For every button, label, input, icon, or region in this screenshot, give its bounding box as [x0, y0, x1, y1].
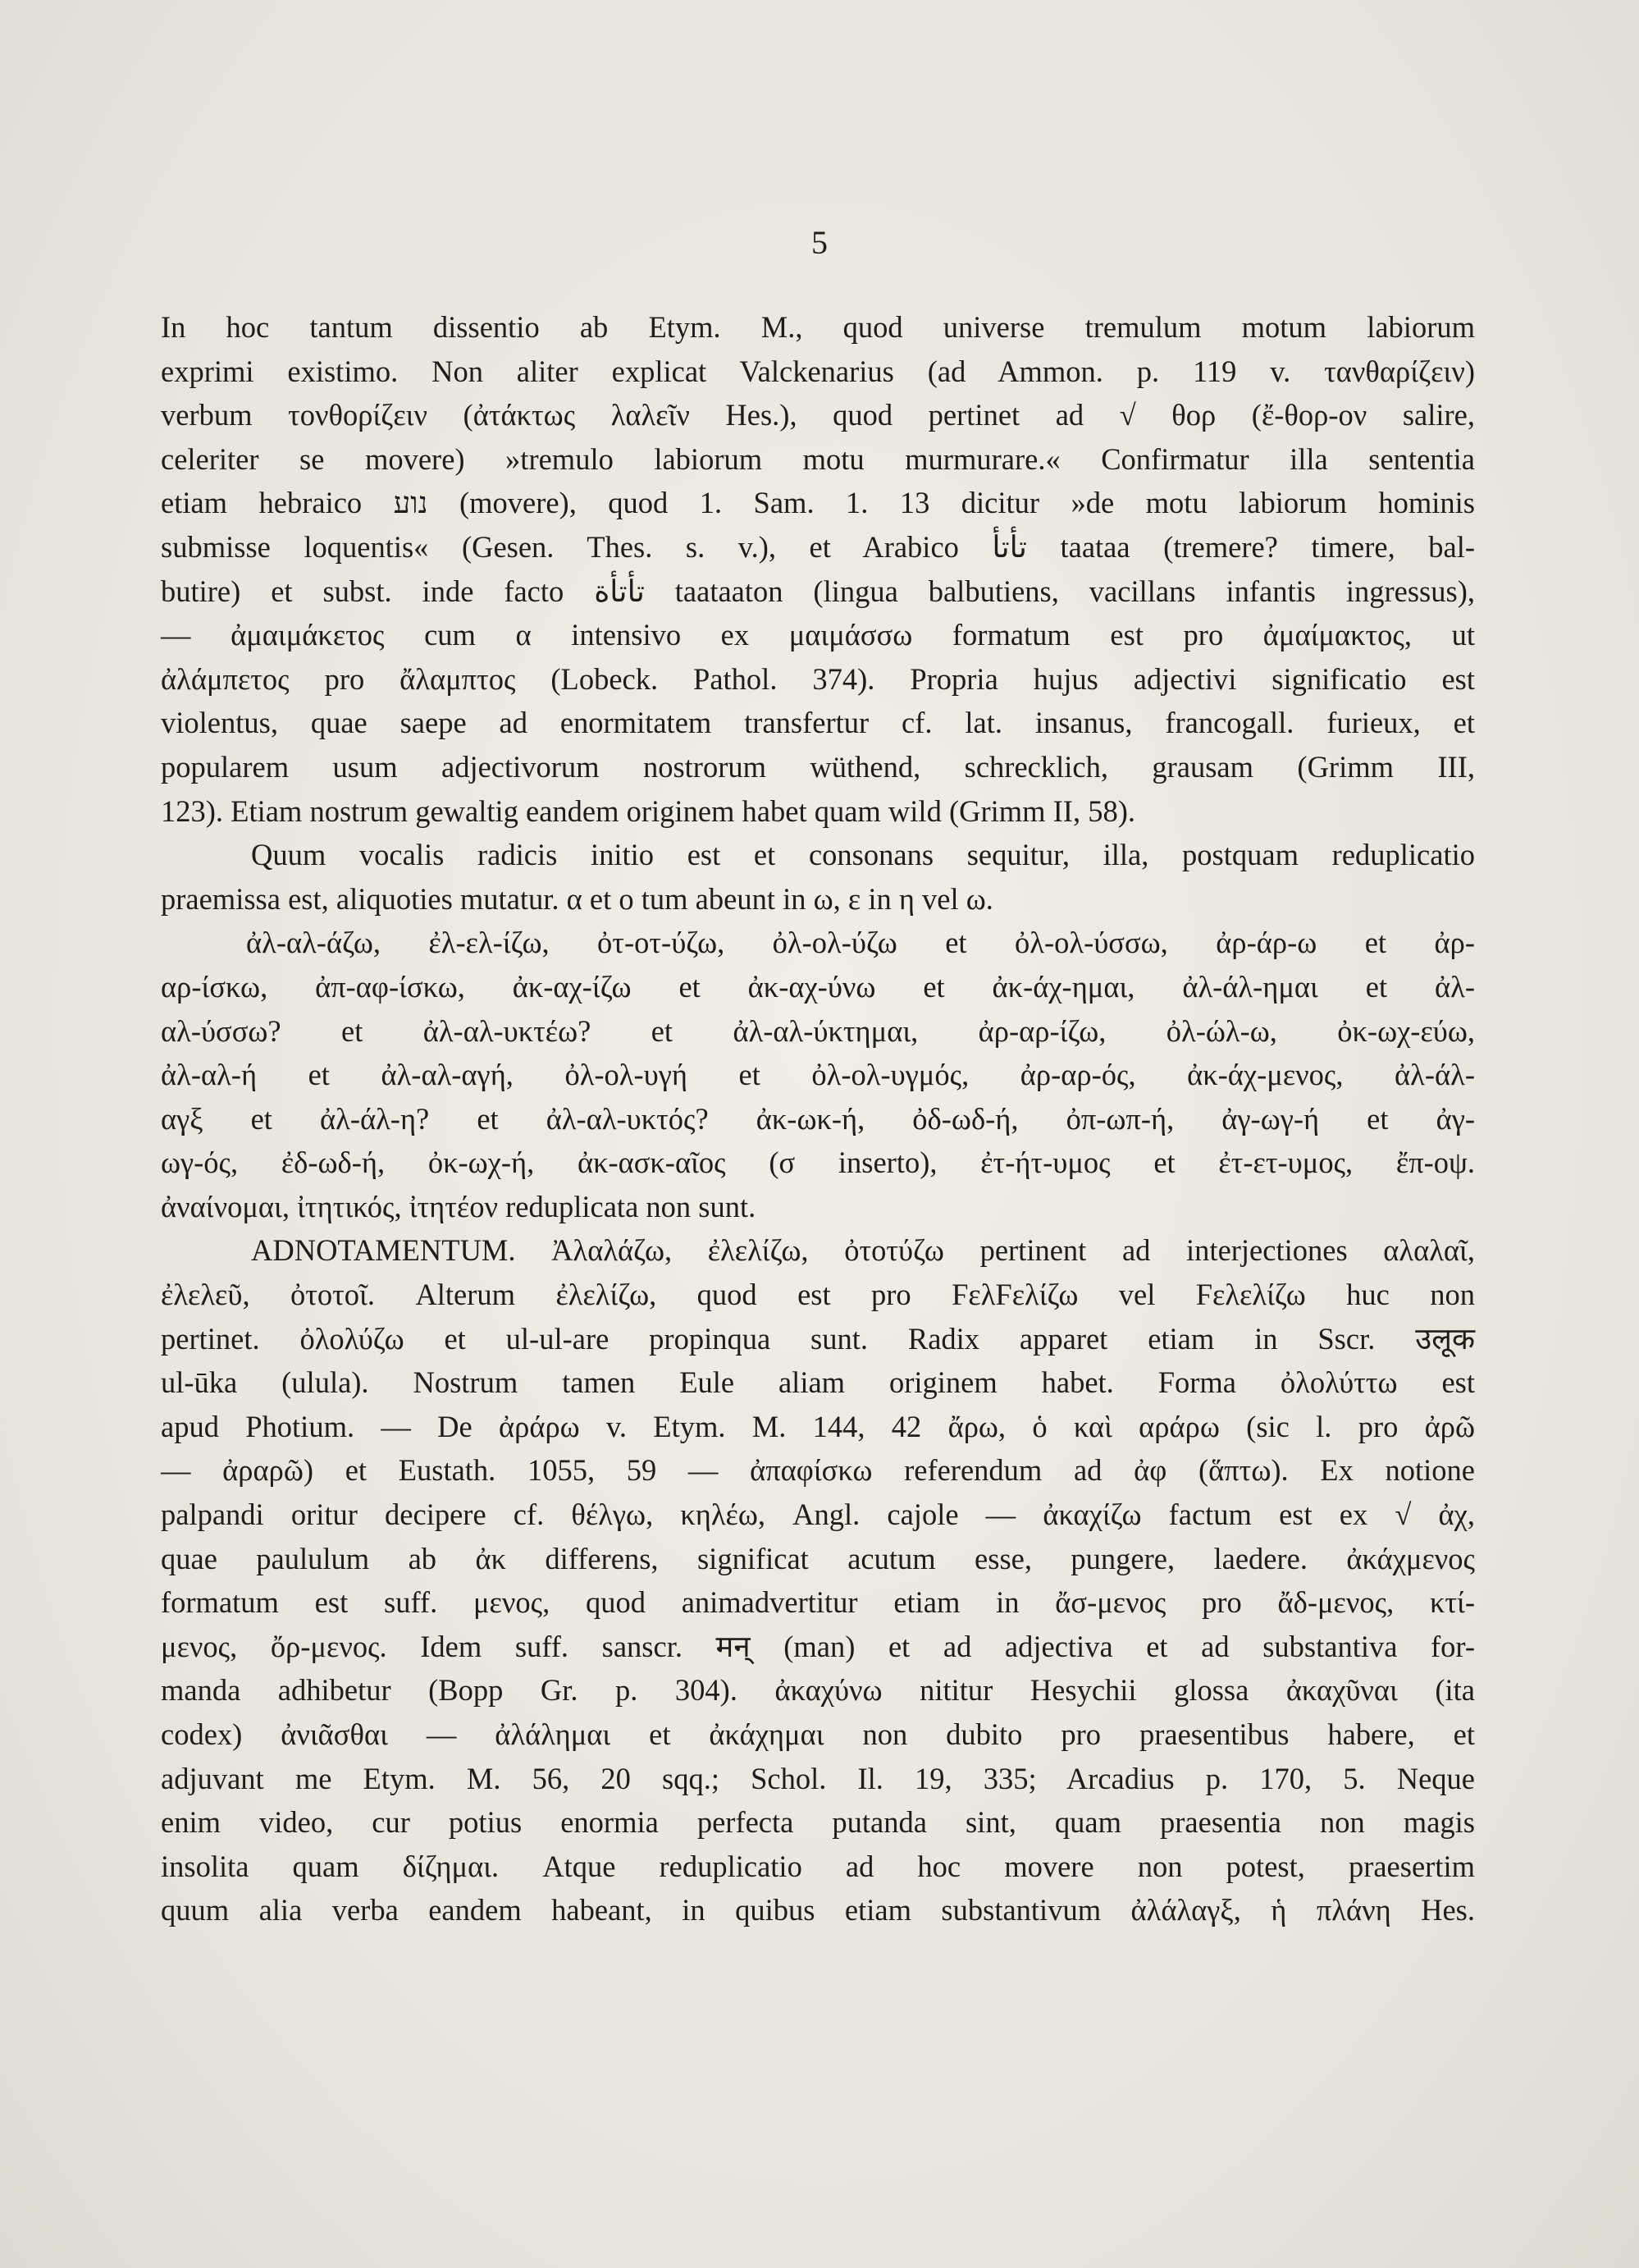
text-line: ωγ-ός, ἐδ-ωδ-ή, ὀκ-ωχ-ή, ἀκ-ασκ-αῖος (σ inserto), ἐτ-ήτ-υμος et ἐτ-ετ-υμος, ἔπ-οψ. [161, 1145, 1475, 1180]
text-line: codex) ἀνιᾶσθαι — ἀλάλημαι et ἀκάχημαι non dubito pro praesentibus habere, et [161, 1717, 1475, 1751]
text-line: celeriter se movere) »tremulo labiorum motu murmurare.« Confirmatur illa sententia [161, 441, 1475, 476]
text-line: praemissa est, aliquoties mutatur. α et ο tum abeunt in ω, ε in η vel ω. [161, 881, 993, 916]
text-line: enim video, cur potius enormia perfecta putanda sint, quam praesentia non magis [161, 1805, 1475, 1840]
body-text [161, 305, 1475, 1932]
text-line: formatum est suff. μενος, quod animadvertitur etiam in ἄσ-μενος pro ἄδ-μενος, κτί- [161, 1585, 1475, 1620]
text-line: pertinet. ὀλολύζω et ul-ul-are propinqua sunt. Radix apparet etiam in Sscr. उलूक [161, 1321, 1475, 1356]
text-line: adjuvant me Etym. M. 56, 20 sqq.; Schol. Il. 19, 335; Arcadius p. 170, 5. Neque [161, 1761, 1475, 1795]
text-line: ἀναίνομαι, ἰτητικός, ἰτητέον reduplicata non sunt. [161, 1189, 756, 1223]
text-line: 123). Etiam nostrum gewaltig eandem originem habet quam wild (Grimm II, 58). [161, 793, 1135, 828]
text-line: ἀλάμπετος pro ἄλαμπτος (Lobeck. Pathol. 374). Propria hujus adjectivi significatio est [161, 661, 1475, 696]
text-line: αγξ et ἀλ-άλ-η? et ἀλ-αλ-υκτός? ἀκ-ωκ-ή, ὀδ-ωδ-ή, ὀπ-ωπ-ή, ἀγ-ωγ-ή et ἀγ- [161, 1101, 1475, 1136]
text-line: — ἀμαιμάκετος cum α intensivo ex μαιμάσσω formatum est pro ἀμαίμακτος, ut [161, 618, 1475, 652]
text-line: quae paululum ab ἀκ differens, significat acutum esse, pungere, laedere. ἀκάχμενος [161, 1541, 1475, 1575]
text-line: quum alia verba eandem habeant, in quibus etiam substantivum ἀλάλαγξ, ἡ πλάνη Hes. [161, 1893, 1475, 1927]
text-line: Quum vocalis radicis initio est et consonans sequitur, illa, postquam reduplicatio [251, 838, 1475, 872]
text-line: In hoc tantum dissentio ab Etym. M., quod universe tremulum motum labiorum [161, 310, 1475, 344]
text-line: ἐλελεῦ, ὀτοτοῖ. Alterum ἐλελίζω, quod est pro ϜελϜελίζω vel Ϝελελίζω huc non [161, 1278, 1475, 1312]
text-line: butire) et subst. inde facto تأتأة taataaton (lingua balbutiens, vacillans infantis ingressus), [161, 574, 1475, 608]
page-number: 5 [811, 224, 828, 261]
text-line: ul-ūka (ulula). Nostrum tamen Eule aliam originem habet. Forma ὀλολύττω est [161, 1365, 1475, 1400]
text-line: palpandi oritur decipere cf. θέλγω, κηλέω, Angl. cajole — ἀκαχίζω factum est ex √ ἀχ, [161, 1498, 1475, 1532]
text-line: — ἀραρῶ) et Eustath. 1055, 59 — ἀπαφίσκω referendum ad ἀφ (ἅπτω). Ex notione [161, 1453, 1475, 1488]
text-line: αρ-ίσκω, ἀπ-αφ-ίσκω, ἀκ-αχ-ίζω et ἀκ-αχ-ύνω et ἀκ-άχ-ημαι, ἀλ-άλ-ημαι et ἀλ- [161, 969, 1475, 1004]
text-line: violentus, quae saepe ad enormitatem transfertur cf. lat. insanus, francogall. furieux, et [161, 706, 1475, 740]
text-line: exprimi existimo. Non aliter explicat Valckenarius (ad Ammon. p. 119 v. τανθαρίζειν) [161, 354, 1475, 388]
text-line: manda adhibetur (Bopp Gr. p. 304). ἀκαχύνω nititur Hesychii glossa ἀκαχῦναι (ita [161, 1673, 1475, 1708]
text-line: verbum τονθορίζειν (ἀτάκτως λαλεῖν Hes.), quod pertinet ad √ θορ (ἔ-θορ-ον salire, [161, 398, 1475, 432]
text-line: ἀλ-αλ-άζω, ἐλ-ελ-ίζω, ὀτ-οτ-ύζω, ὀλ-ολ-ύζω et ὀλ-ολ-ύσσω, ἀρ-άρ-ω et ἀρ- [246, 926, 1475, 960]
text-line: αλ-ύσσω? et ἀλ-αλ-υκτέω? et ἀλ-αλ-ύκτημαι, ἀρ-αρ-ίζω, ὀλ-ώλ-ω, ὀκ-ωχ-εύω, [161, 1013, 1475, 1048]
text-line: insolita quam δίζημαι. Atque reduplicatio ad hoc movere non potest, praesertim [161, 1849, 1475, 1883]
text-line: submisse loquentis« (Gesen. Thes. s. v.), et Arabico تأتأ taataa (tremere? timere, bal- [161, 529, 1475, 564]
text-line: ADNOTAMENTUM. Ἀλαλάζω, ἐλελίζω, ὀτοτύζω pertinent ad interjectiones αλαλαῖ, [251, 1233, 1475, 1268]
text-line: popularem usum adjectivorum nostrorum wüthend, schrecklich, grausam (Grimm III, [161, 749, 1475, 784]
text-line: apud Photium. — De ἀράρω v. Etym. M. 144, 42 ἄρω, ὁ καὶ αράρω (sic l. pro ἀρῶ [161, 1409, 1475, 1443]
text-line: ἀλ-αλ-ή et ἀλ-αλ-αγή, ὀλ-ολ-υγή et ὀλ-ολ-υγμός, ἀρ-αρ-ός, ἀκ-άχ-μενος, ἀλ-άλ- [161, 1058, 1475, 1092]
text-line: μενος, ὄρ-μενος. Idem suff. sanscr. मन् (man) et ad adjectiva et ad substantiva for- [161, 1629, 1475, 1663]
text-line: etiam hebraico נוע (movere), quod 1. Sam. 1. 13 dicitur »de motu labiorum hominis [161, 486, 1475, 520]
